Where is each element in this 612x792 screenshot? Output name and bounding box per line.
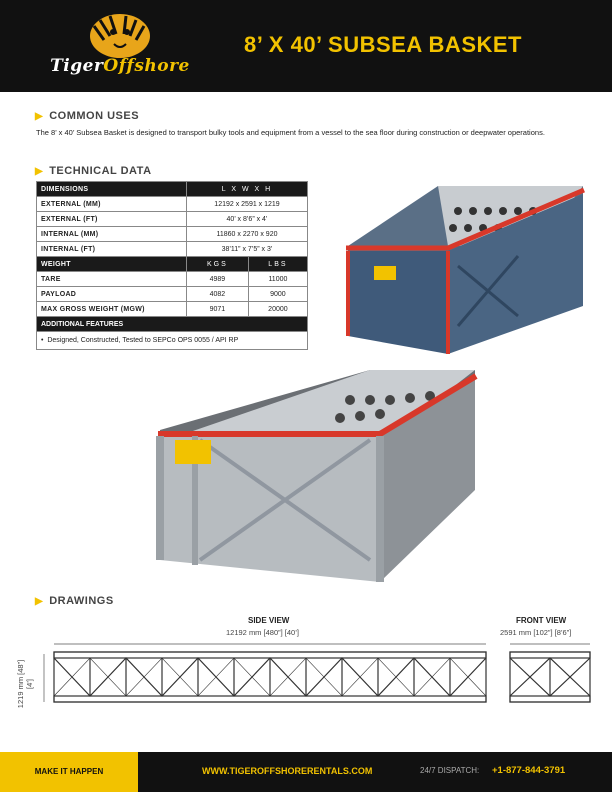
lbs-header: LBS [248, 257, 307, 272]
feature-text: Designed, Constructed, Tested to SEPCo OPS 0055 / API RP [47, 337, 239, 344]
side-view-drawing [54, 652, 486, 702]
section-arrow-icon: ▶ [35, 166, 44, 177]
row-value: 38’11” x 7’5” x 3’ [187, 242, 308, 257]
brand-suffix: Offshore [103, 56, 190, 76]
drawings-heading [35, 595, 114, 607]
features-label: ADDITIONAL FEATURES [37, 317, 308, 332]
row-label: EXTERNAL (MM) [37, 197, 187, 212]
blue-basket-photo [338, 176, 588, 356]
feature-row [37, 332, 308, 350]
section-arrow-icon: ▶ [35, 596, 44, 607]
page-header [0, 0, 612, 92]
dimensions-header-row [37, 182, 308, 197]
features-header-row [37, 317, 308, 332]
weight-kgs: 4082 [187, 287, 249, 302]
tagline: MAKE IT HAPPEN [0, 752, 138, 792]
common-uses-text: The 8’ x 40’ Subsea Basket is designed to transport bulky tools and equipment from a vessel to the sea floor during construction or deepwater operations. [36, 128, 545, 137]
weight-header-row [37, 257, 308, 272]
table-row [37, 242, 308, 257]
dimensions-label: DIMENSIONS [37, 182, 187, 197]
weight-lbs: 9000 [248, 287, 307, 302]
section-arrow-icon: ▶ [35, 111, 44, 122]
website-link[interactable]: WWW.TIGEROFFSHORERENTALS.COM [202, 766, 373, 776]
brand-wordmark [40, 56, 200, 76]
weight-label: WEIGHT [37, 257, 187, 272]
row-value: 11860 x 2270 x 920 [187, 227, 308, 242]
table-row [37, 302, 308, 317]
technical-data-heading-text: TECHNICAL DATA [49, 165, 152, 177]
row-value: 40’ x 8’6” x 4’ [187, 212, 308, 227]
front-view-drawing [510, 652, 590, 702]
front-view-dimension: 2591 mm [102”] [8’6”] [500, 628, 572, 637]
kgs-header: KGS [187, 257, 249, 272]
table-row [37, 272, 308, 287]
weight-row-label: MAX GROSS WEIGHT (MGW) [37, 302, 187, 317]
common-uses-heading-text: COMMON USES [49, 110, 140, 122]
table-row [37, 197, 308, 212]
row-label: INTERNAL (MM) [37, 227, 187, 242]
row-label: INTERNAL (FT) [37, 242, 187, 257]
brand-prefix: Tiger [50, 56, 104, 76]
page-footer [0, 752, 612, 792]
weight-kgs: 9071 [187, 302, 249, 317]
technical-data-heading [35, 165, 152, 177]
table-row [37, 287, 308, 302]
common-uses-heading [35, 110, 139, 122]
dispatch-label: 24/7 DISPATCH: [420, 766, 480, 775]
table-row [37, 212, 308, 227]
page-title: 8’ X 40’ SUBSEA BASKET [244, 32, 522, 57]
front-view-title: FRONT VIEW [516, 616, 567, 625]
weight-row-label: TARE [37, 272, 187, 287]
technical-drawings [40, 638, 610, 748]
dispatch-phone-link[interactable]: +1-877-844-3791 [492, 765, 566, 776]
drawings-heading-text: DRAWINGS [49, 595, 114, 607]
galvanized-basket-photo [150, 360, 480, 592]
technical-data-table [36, 181, 308, 350]
row-label: EXTERNAL (FT) [37, 212, 187, 227]
weight-row-label: PAYLOAD [37, 287, 187, 302]
weight-kgs: 4989 [187, 272, 249, 287]
weight-lbs: 20000 [248, 302, 307, 317]
dimensions-header: L X W X H [187, 182, 308, 197]
row-value: 12192 x 2591 x 1219 [187, 197, 308, 212]
table-row [37, 227, 308, 242]
side-view-dimension: 12192 mm [480”] [40’] [226, 628, 299, 637]
tiger-logo-icon [80, 10, 160, 60]
company-logo[interactable] [40, 10, 200, 86]
weight-lbs: 11000 [248, 272, 307, 287]
feature-item: • Designed, Constructed, Tested to SEPCo OPS 0055 / API RP [37, 332, 308, 350]
side-view-title: SIDE VIEW [248, 616, 290, 625]
height-dimension: 1219 mm [48”] [4’] [16, 659, 34, 709]
